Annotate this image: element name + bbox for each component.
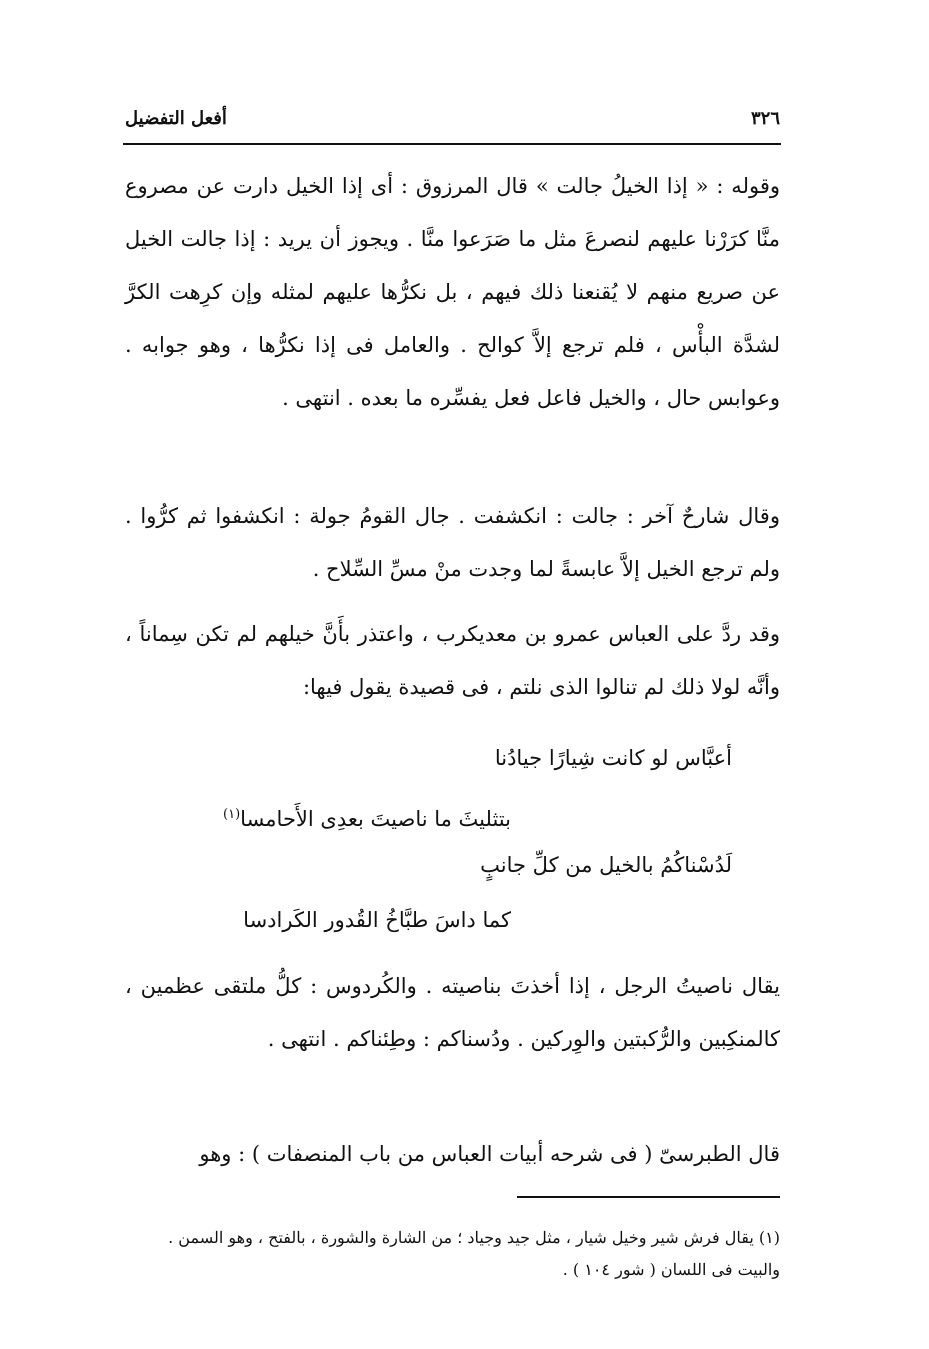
verse-line-4: كما داسَ طبَّاخُ القُدور الكَرادسا [243,908,511,932]
paragraph-glossary: يقال ناصيتُ الرجل ، إذا أخذتَ بناصيته . والكُردوس : كلُّ ملتقى عظمين ، كالمنكِبين والرُّكبتين والوِركين . ودُسناكم : وطِئناكم . انتهى . [125,974,780,1051]
paragraph-marzuqi-commentary: وقوله : « إذا الخيلُ جالت » قال المرزوق : أى إذا الخيل دارت عن مصروع منَّا كرَرْنا عليهم لنصرعَ مثل ما صَرَعوا منَّا . ويجوز أن يريد : إذا جالت الخيل عن صريع منهم لا يُقنعنا ذلك فيهم ، بل نكرُّها عليهم لمثله وإن كرِهت الكرَّ لشدَّة البأْس ، فلم ترجع إلاَّ كوالح . والعامل فى إذا نكرُّها ، وهو جوابه . وعوابس حال ، والخيل فاعل فعل يفسِّره ما بعده . انتهى . [125,174,780,410]
footnote-marker: (١) [223,807,241,822]
paragraph-tabarsi: قال الطبرسىّ ( فى شرحه أبيات العباس من باب المنصفات ) : وهو [199,1142,780,1166]
footnote: (١) يقال فرش شير وخيل شيار ، مثل جيد وجياد ؛ من الشارة والشورة ، بالفتح ، وهو السمن . والبيت فى اللسان ( شور ١٠٤ ) . [168,1228,780,1279]
verse-line-3: لَدُسْناكُمُ بالخيل من كلِّ جانبٍ [480,853,732,877]
paragraph-second-commentator: وقال شارحٌ آخر : جالت : انكشفت . جال القومُ جولة : انكشفوا ثم كرُّوا . ولم ترجع الخيل إلاَّ عابسةً لما وجدت منْ مسِّ السِّلاح . [125,504,780,581]
running-title: أفعل التفضيل [125,107,227,129]
paragraph-amr-reply: وقد ردَّ على العباس عمرو بن معديكرب ، واعتذر بأَنَّ خيلهم لم تكن سِماناً ، وأنَّه لولا ذلك لم تنالوا الذى نلتم ، فى قصيدة يقول فيها: [125,622,780,699]
verse-line-2-text: بتثليثَ ما ناصيتَ بعدِى الأَحامسا [240,807,511,831]
page-number: ٣٢٦ [750,107,780,129]
header-divider [123,143,781,145]
footnote-divider [517,1196,780,1198]
verse-line-1: أعبَّاس لو كانت شِيارًا جيادُنا [494,746,732,770]
page-header [125,100,780,136]
verse-line-2 [223,795,511,839]
